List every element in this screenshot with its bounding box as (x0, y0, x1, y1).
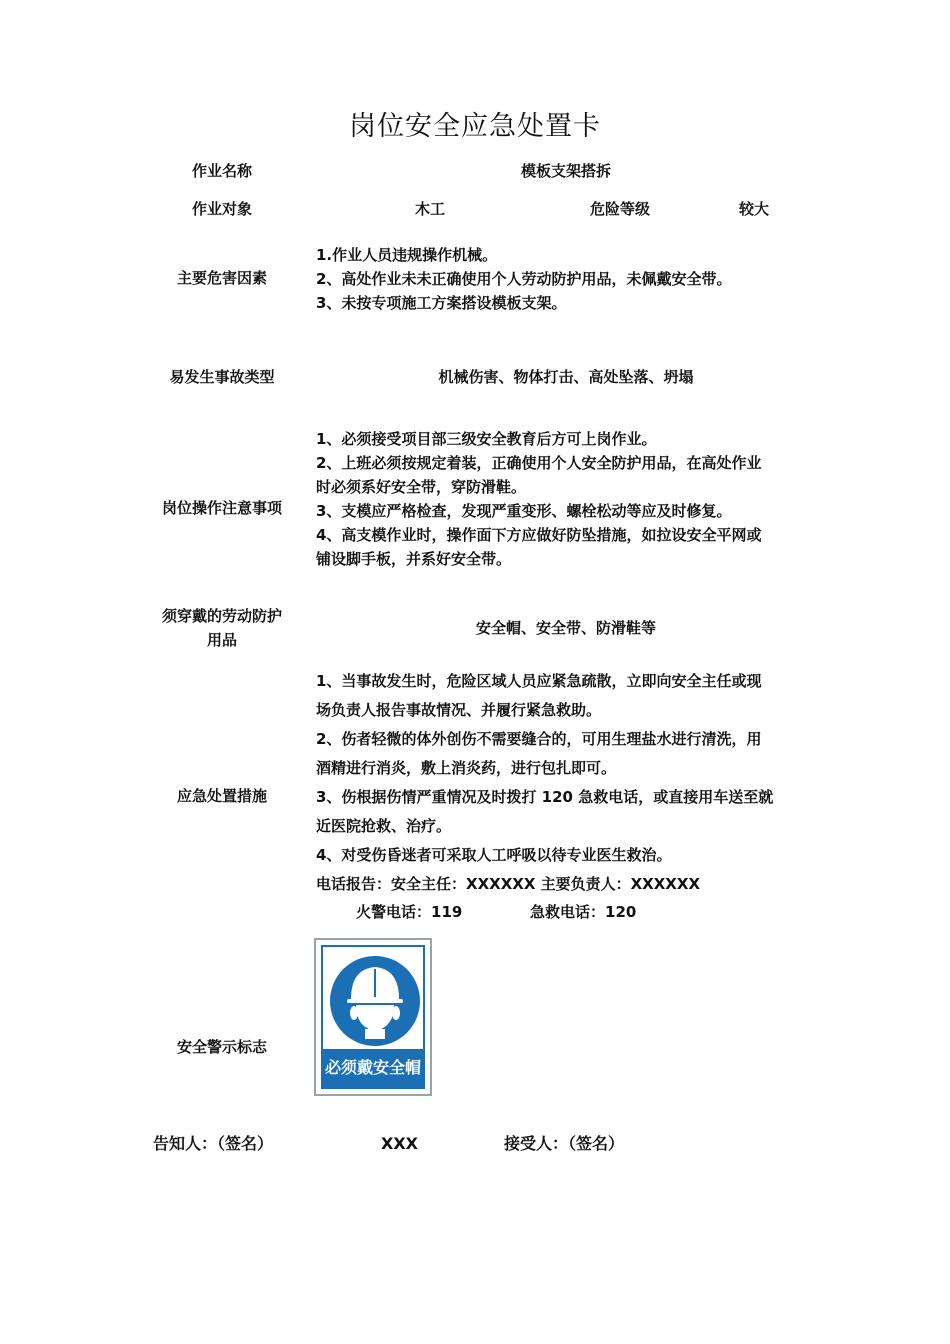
ppe-value: 安全帽、安全带、防滑鞋等 (475, 619, 656, 637)
page-title: 岗位安全应急处置卡 (349, 111, 601, 142)
warning-sign (314, 938, 432, 1096)
notifier-label: 告知人：（签名） (153, 1134, 274, 1153)
emergency-list (316, 667, 826, 899)
hazards-list (316, 243, 824, 315)
hazard-line: 1.作业人员违规操作机械。 (316, 246, 498, 264)
emergency-line: 酒精进行消炎，敷上消炎药，进行包扎即可。 (316, 759, 617, 777)
hazard-line: 2、高处作业未未正确使用个人劳动防护用品，未佩戴安全带。 (316, 270, 732, 288)
work-object-label: 作业对象 (191, 200, 252, 218)
ppe-label-line1: 须穿戴的劳动防护 (161, 607, 282, 625)
receiver-label: 接受人：（签名） (504, 1134, 625, 1153)
warning-sign-panel (321, 945, 425, 1089)
emergency-line: 2、伤者轻微的体外创伤不需要缝合的，可用生理盐水进行清洗，用 (316, 730, 762, 748)
emergency-line: 1、当事故发生时，危险区域人员应紧急疏散，立即向安全主任或现 (316, 672, 762, 690)
accident-types-value: 机械伤害、物体打击、高处坠落、坍塌 (438, 368, 694, 386)
ppe-label-line2: 用品 (206, 631, 237, 649)
risk-level-value: 较大 (738, 200, 769, 218)
phone-report-line: 电话报告：安全主任：XXXXXX 主要负责人：XXXXXX (316, 875, 701, 893)
accident-types-label: 易发生事故类型 (169, 368, 275, 386)
precaution-line: 铺设脚手板，并系好安全带。 (316, 550, 512, 568)
precaution-line: 4、高支模作业时，操作面下方应做好防坠措施，如拉设安全平网或 (316, 526, 762, 544)
emergency-line: 4、对受伤昏迷者可采取人工呼吸以待专业医生救治。 (316, 846, 672, 864)
emergency-label: 应急处置措施 (176, 787, 267, 805)
precaution-line: 2、上班必须按规定着装，正确使用个人安全防护用品，在高处作业 (316, 454, 762, 472)
fire-phone: 火警电话：119 (356, 903, 463, 921)
work-object-value: 木工 (414, 200, 445, 218)
ppe-label (142, 604, 302, 652)
emergency-line: 近医院抢救、治疗。 (316, 817, 452, 835)
precautions-list (316, 427, 824, 571)
work-name-value: 模板支架搭拆 (520, 162, 611, 180)
emergency-line: 场负责人报告事故情况、并履行紧急救助。 (316, 701, 602, 719)
notifier-value: XXX (381, 1134, 419, 1153)
precaution-line: 时必须系好安全带，穿防滑鞋。 (316, 478, 527, 496)
precaution-line: 1、必须接受项目部三级安全教育后方可上岗作业。 (316, 430, 657, 448)
hazards-label: 主要危害因素 (176, 269, 267, 287)
hazard-line: 3、未按专项施工方案搭设模板支架。 (316, 294, 567, 312)
risk-level-label: 危险等级 (589, 200, 650, 218)
precaution-line: 3、支模应严格检查，发现严重变形、螺栓松动等应及时修复。 (316, 502, 732, 520)
hard-hat-icon (323, 947, 427, 1051)
precautions-label: 岗位操作注意事项 (161, 499, 282, 517)
emergency-line: 3、伤根据伤情严重情况及时拨打 120 急救电话，或直接用车送至就 (316, 788, 774, 806)
warning-sign-text: 必须戴安全帽 (323, 1049, 423, 1087)
ambulance-phone: 急救电话：120 (530, 903, 637, 921)
work-name-label: 作业名称 (191, 162, 252, 180)
warning-sign-label: 安全警示标志 (176, 1038, 267, 1056)
